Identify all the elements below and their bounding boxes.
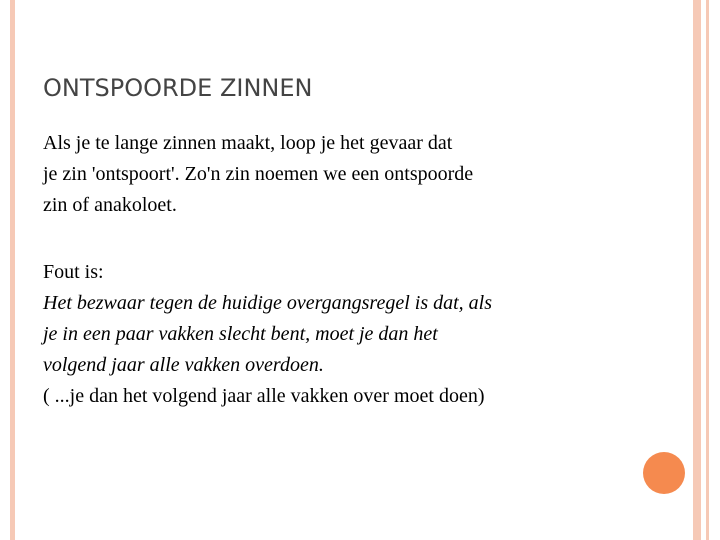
example-line: volgend jaar alle vakken overdoen. [43, 354, 324, 376]
intro-line: zin of anakoloet. [43, 194, 177, 216]
intro-paragraph [43, 128, 473, 221]
decorative-orange-dot [643, 452, 685, 494]
intro-line: je zin 'ontspoort'. Zo'n zin noemen we een ontspoorde [43, 163, 474, 185]
correction-line: ( ...je dan het volgend jaar alle vakken over moet doen) [43, 385, 485, 407]
right-border-thin-stripe [706, 0, 709, 540]
example-paragraph [43, 257, 492, 412]
example-line: je in een paar vakken slecht bent, moet je dan het [43, 323, 438, 345]
example-line: Het bezwaar tegen de huidige overgangsregel is dat, als [43, 292, 493, 314]
example-label: Fout is: [43, 261, 104, 283]
right-border-stripe [693, 0, 701, 540]
intro-line: Als je te lange zinnen maakt, loop je het gevaar dat [43, 132, 453, 154]
slide-title: ONTSPOORDE ZINNEN [43, 74, 313, 102]
left-border-stripe [10, 0, 15, 540]
